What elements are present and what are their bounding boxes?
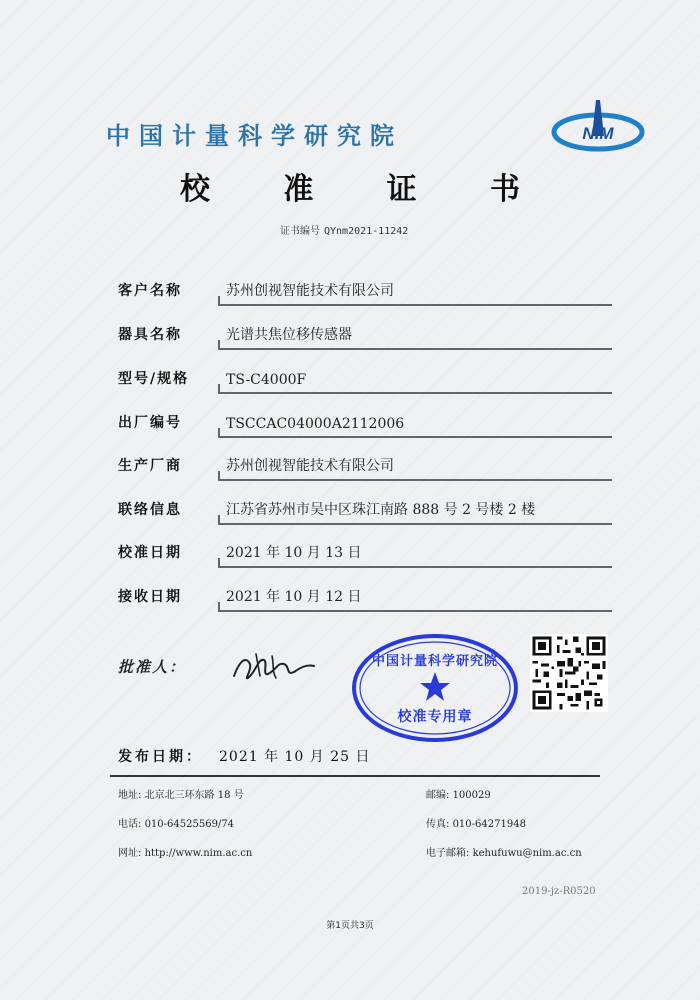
field-manufacturer (118, 457, 618, 481)
address-value: 北京北三环东路 18 号 (144, 790, 244, 801)
field-value: TS-C4000F (226, 372, 307, 388)
website-value[interactable]: http://www.nim.ac.cn (144, 848, 253, 859)
field-value: 苏州创视智能技术有限公司 (226, 458, 394, 474)
field-label: 客户名称 (118, 283, 182, 299)
seal-star-icon (420, 672, 450, 701)
field-value: 江苏省苏州市吴中区珠江南路 888 号 2 号楼 2 楼 (226, 502, 536, 518)
field-underline (218, 523, 612, 525)
contact-address (118, 786, 244, 801)
institute-name: 中国计量科学研究院 (106, 121, 403, 150)
field-model-spec (118, 370, 618, 394)
seal-outline (350, 632, 520, 744)
field-label: 校准日期 (118, 545, 182, 561)
title-char: 书 (489, 172, 520, 207)
field-customer-name (118, 282, 618, 306)
footer-divider (110, 775, 600, 777)
field-contact-info (118, 501, 618, 525)
field-label: 出厂编号 (118, 415, 182, 431)
field-label: 型号/规格 (118, 371, 190, 387)
email-value[interactable]: kehufuwu@nim.ac.cn (472, 848, 582, 859)
issue-date-value: 2021 年 10 月 25 日 (219, 749, 371, 765)
certificate-number-label: 证书编号 (280, 226, 320, 237)
contact-postcode (426, 786, 491, 801)
field-calibration-date (118, 544, 618, 568)
contact-phone (118, 815, 234, 830)
address-label: 地址: (118, 790, 142, 801)
title-char: 校 (180, 172, 210, 207)
field-label: 联络信息 (118, 502, 182, 518)
website-label: 网址: (118, 848, 142, 859)
form-number: 2019-jz-R0520 (522, 886, 596, 897)
issue-date (118, 746, 371, 766)
phone-label: 电话: (118, 819, 142, 830)
page-number: 第1页共3页 (326, 921, 374, 931)
calibration-seal (350, 632, 520, 744)
signature-icon (228, 646, 318, 686)
field-underline (218, 566, 612, 568)
contact-email (426, 844, 582, 859)
contact-website (118, 844, 252, 859)
field-underline (218, 392, 612, 394)
field-label: 生产厂商 (118, 458, 182, 474)
field-instrument-name (118, 326, 618, 350)
field-underline (218, 304, 612, 306)
logo-text: NIM (582, 124, 614, 143)
phone-value: 010-64525569/74 (144, 819, 235, 830)
fax-value: 010-64271948 (452, 819, 526, 830)
fax-label: 传真: (426, 819, 450, 830)
field-underline (218, 348, 612, 350)
postcode-value: 100029 (452, 790, 491, 801)
certificate-number (280, 222, 408, 237)
qr-code-icon (530, 634, 608, 712)
nim-logo-icon (550, 98, 646, 154)
approver-label: 批准人： (118, 658, 187, 676)
field-serial-number (118, 414, 618, 438)
field-value: TSCCAC04000A2112006 (226, 416, 405, 432)
field-underline (218, 479, 612, 481)
field-label: 接收日期 (118, 589, 182, 605)
field-received-date (118, 588, 618, 612)
issue-date-label: 发布日期： (118, 749, 203, 765)
document-title (180, 164, 520, 208)
field-underline (218, 436, 612, 438)
title-char: 证 (386, 172, 417, 207)
certificate-number-value: QYnm2021-11242 (324, 226, 409, 237)
field-value: 苏州创视智能技术有限公司 (226, 283, 394, 299)
field-value: 2021 年 10 月 13 日 (226, 545, 362, 561)
field-value: 2021 年 10 月 12 日 (226, 589, 362, 605)
email-label: 电子邮箱: (426, 848, 470, 859)
title-char: 准 (283, 172, 314, 207)
postcode-label: 邮编: (426, 790, 450, 801)
contact-fax (426, 815, 526, 830)
field-underline (218, 610, 612, 612)
field-label: 器具名称 (118, 327, 182, 343)
field-value: 光谱共焦位移传感器 (226, 327, 352, 343)
seal-bottom-text: 校准专用章 (397, 709, 473, 725)
seal-top-text: 中国计量科学研究院 (371, 654, 498, 669)
